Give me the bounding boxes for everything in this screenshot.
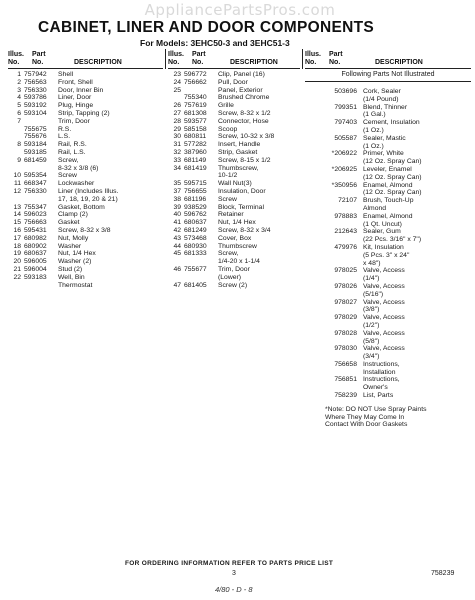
parts-row (168, 266, 300, 282)
parts-list-2 (168, 69, 300, 289)
part-description: Liner, Door (58, 94, 92, 102)
parts-row (168, 141, 300, 149)
part-number: 799351 (334, 103, 357, 111)
part-number: 758239 (334, 392, 357, 400)
part-description: Strip, Gasket (218, 148, 258, 156)
parts-row (8, 110, 163, 118)
part-number: 680902 (24, 242, 47, 250)
illus-number: 28 (173, 117, 181, 125)
parts-row (168, 102, 300, 110)
part-description: Valve, Access (5/8") (363, 329, 405, 345)
parts-list-3 (305, 86, 471, 400)
part-number: 593786 (24, 94, 47, 102)
illus-number: 20 (13, 258, 21, 266)
parts-row (168, 71, 300, 79)
part-number: 755676 (24, 133, 47, 141)
illus-number: 22 (13, 273, 21, 281)
illus-number: 31 (173, 141, 181, 149)
part-number: 593183 (24, 273, 47, 281)
part-description: Stud (2) (58, 265, 83, 273)
part-number: 978883 (334, 212, 357, 220)
part-number: 212643 (334, 228, 357, 236)
part-description: Cement, Insulation (1 Oz.) (363, 119, 420, 134)
column-header (168, 49, 300, 69)
illus-number: 11 (13, 180, 21, 188)
header-description: DESCRIPTION (74, 59, 122, 66)
parts-row (305, 213, 471, 229)
part-description: Valve, Access (5/16") (363, 282, 405, 298)
part-description: Valve, Access (1/4") (363, 267, 405, 283)
illus-number: 42 (173, 226, 181, 234)
handwritten-mark: 4/80 - D - 8 (215, 585, 253, 594)
part-description: Valve, Access (3/8") (363, 298, 405, 314)
parts-row (168, 204, 300, 212)
parts-row (8, 250, 163, 258)
parts-row (168, 133, 300, 141)
parts-row (8, 102, 163, 110)
illus-number: 3 (17, 86, 21, 94)
part-number: 593577 (184, 117, 207, 125)
illus-number: 12 (13, 187, 21, 195)
parts-row (168, 219, 300, 227)
not-illustrated-header: Following Parts Not Illustrated (305, 69, 471, 82)
parts-row (305, 314, 471, 330)
part-number: 595715 (184, 180, 207, 188)
parts-row (8, 71, 163, 79)
parts-row (8, 133, 163, 141)
parts-row (8, 141, 163, 149)
part-description: Thumbscrew, 10-1/2 (218, 164, 259, 180)
part-number: 756662 (184, 78, 207, 86)
header-description: DESCRIPTION (375, 59, 423, 66)
part-description: Trim, Door (Lower) (218, 265, 250, 281)
header-part-no: Part No. (192, 51, 206, 66)
part-description: Brush, Touch-Up Almond (363, 197, 414, 212)
part-number: *206922 (331, 150, 357, 158)
part-number: 757942 (24, 71, 47, 78)
part-number: 681333 (184, 250, 207, 258)
illus-number: 34 (173, 164, 181, 172)
part-description: Sealer, Gum (22 Pcs. 3/16" x 7") (363, 228, 422, 244)
parts-row (168, 110, 300, 118)
parts-row (8, 149, 163, 157)
part-description: Leveler, Enamel (12 Oz. Spray Can) (363, 165, 422, 181)
document-code: 758239 (431, 570, 455, 577)
illus-number: 33 (173, 156, 181, 164)
parts-row (305, 267, 471, 283)
parts-row (305, 88, 471, 104)
part-number: 680637 (24, 250, 47, 258)
parts-row (8, 94, 163, 102)
part-number: 72107 (338, 197, 357, 205)
part-number: 596004 (24, 265, 47, 273)
part-number: 938529 (184, 203, 207, 211)
part-description: Screw, 8-32 x 3/8 (58, 226, 111, 234)
part-description: Nut, 1/4 Hex (58, 250, 96, 258)
parts-row (8, 243, 163, 251)
parts-row (8, 180, 163, 188)
part-number: 593185 (24, 148, 47, 156)
parts-row (305, 330, 471, 346)
part-number: 585158 (184, 125, 207, 133)
part-description: Lockwasher (58, 180, 95, 188)
parts-row (305, 150, 471, 166)
parts-row (8, 87, 163, 95)
part-description: Nut, Molly (58, 234, 89, 242)
illus-number: 1 (17, 71, 21, 78)
parts-row (168, 118, 300, 126)
parts-row (305, 228, 471, 244)
part-description: Trim, Door (58, 117, 90, 125)
part-number: 593104 (24, 109, 47, 117)
illus-number: 16 (13, 226, 21, 234)
illus-number (8, 126, 24, 134)
part-description: Rail, R.S. (58, 141, 87, 149)
part-number: 681405 (184, 281, 207, 289)
part-number (24, 118, 58, 126)
part-number: 681249 (184, 226, 207, 234)
parts-row (168, 196, 300, 204)
part-description: Screw (218, 195, 237, 203)
watermark: AppliancePartsPros.com (144, 1, 336, 19)
illus-number: 46 (173, 265, 181, 273)
illus-number: 13 (13, 203, 21, 211)
illus-number: 35 (173, 180, 181, 188)
parts-row (305, 345, 471, 361)
illus-number: 38 (173, 195, 181, 203)
part-description: Screw, 1/4-20 x 1-1/4 (218, 250, 260, 266)
parts-row (168, 87, 300, 95)
part-number: 756663 (24, 219, 47, 227)
part-number: 755675 (24, 125, 47, 133)
parts-row (8, 235, 163, 243)
part-description: Insulation, Door (218, 187, 266, 195)
parts-row (8, 227, 163, 235)
parts-row (8, 204, 163, 212)
part-description: Well, Bin Thermostat (58, 273, 93, 289)
part-number: 668347 (24, 180, 47, 188)
part-number: *350956 (331, 181, 357, 189)
parts-row (168, 94, 300, 102)
illus-number: 27 (173, 109, 181, 117)
parts-row (305, 182, 471, 198)
illus-number: 37 (173, 187, 181, 195)
part-description: Screw, 8-15 x 1/2 (218, 156, 271, 164)
parts-column-2 (168, 49, 300, 289)
illus-number: 9 (17, 156, 21, 164)
illus-number: 4 (17, 94, 21, 102)
parts-row (8, 211, 163, 219)
part-description: Liner (Includes Illus. 17, 18, 19, 20 & 21) (58, 187, 119, 203)
part-number: 797403 (334, 119, 357, 127)
part-description: List, Parts (363, 392, 394, 400)
illus-number: 2 (17, 78, 21, 86)
header-part-no: Part No. (32, 51, 46, 66)
column-divider (165, 49, 166, 69)
parts-row (168, 188, 300, 196)
illus-number (168, 94, 184, 102)
illus-number: 32 (173, 148, 181, 156)
parts-row (8, 79, 163, 87)
parts-row (305, 197, 471, 213)
part-description: Gasket, Bottom (58, 203, 105, 211)
parts-row (305, 135, 471, 151)
part-number: 505587 (334, 134, 357, 142)
parts-row (305, 119, 471, 135)
illus-number: 24 (173, 78, 181, 86)
part-number: 978028 (334, 329, 357, 337)
illus-number (8, 149, 24, 157)
parts-list-1 (8, 69, 163, 289)
parts-row (168, 227, 300, 235)
part-number: 593192 (24, 102, 47, 110)
part-description: Screw (58, 172, 77, 180)
part-number: 978027 (334, 298, 357, 306)
part-number: 681196 (184, 195, 207, 203)
parts-column-3 (305, 49, 471, 429)
part-number: 978029 (334, 314, 357, 322)
page-subtitle: For Models: 3EHC50-3 and 3EHC51-3 (140, 38, 290, 48)
part-number (184, 87, 218, 95)
part-description: Wall Nut(3) (218, 180, 252, 188)
part-number: 681459 (24, 156, 47, 164)
page-number: 3 (232, 570, 236, 577)
illus-number: 25 (173, 86, 181, 94)
illus-number: 14 (13, 211, 21, 219)
illus-number: 23 (173, 71, 181, 78)
part-description: Cork, Sealer (1/4 Pound) (363, 88, 401, 103)
parts-row (305, 376, 471, 392)
parts-row (168, 149, 300, 157)
illus-number: 15 (13, 219, 21, 227)
illus-number: 17 (13, 234, 21, 242)
parts-row (168, 250, 300, 266)
part-number: 978026 (334, 282, 357, 290)
part-description: Blend, Thinner (1 Gal.) (363, 103, 408, 119)
part-number: 680637 (184, 219, 207, 227)
part-number: 593184 (24, 141, 47, 149)
parts-row (168, 126, 300, 134)
illus-number: 10 (13, 172, 21, 180)
part-number: 503696 (334, 88, 357, 95)
part-description: Sealer, Mastic (1 Oz.) (363, 134, 406, 150)
part-number: 756655 (184, 187, 207, 195)
part-description: Block, Terminal (218, 203, 264, 211)
header-description: DESCRIPTION (230, 59, 278, 66)
illus-number: 18 (13, 242, 21, 250)
part-description: Pull, Door (218, 78, 248, 86)
illus-number: 40 (173, 211, 181, 219)
part-number: 756330 (24, 187, 47, 195)
part-description: Brushed Chrome (218, 94, 270, 102)
parts-row (8, 172, 163, 180)
part-description: Screw, 10-32 x 3/8 (218, 133, 275, 141)
part-description: Kit, Insulation (5 Pcs. 3" x 24" x 48") (363, 243, 410, 267)
part-description: Gasket (58, 219, 80, 227)
part-description: Thumbscrew (218, 242, 257, 250)
part-description: Rail, L.S. (58, 148, 86, 156)
illus-number: 21 (13, 265, 21, 273)
parts-row (8, 118, 163, 126)
illus-number: 43 (173, 234, 181, 242)
part-description: Instructions, Installation (363, 360, 400, 376)
part-number: 756658 (334, 360, 357, 368)
part-description: Cover, Box (218, 234, 252, 242)
part-description: Grille (218, 102, 234, 110)
illus-number: 47 (173, 281, 181, 289)
part-number: 596023 (24, 211, 47, 219)
part-number: 595431 (24, 226, 47, 234)
part-description: Clamp (2) (58, 211, 88, 219)
part-number: 577282 (184, 141, 207, 149)
column-header (8, 49, 163, 69)
illus-number: 44 (173, 242, 181, 250)
part-description: Door, Inner Bin (58, 86, 104, 94)
part-description: Valve, Access (3/4") (363, 345, 405, 361)
illus-number (8, 133, 24, 141)
part-description: Connector, Hose (218, 117, 269, 125)
illus-number: 7 (17, 117, 21, 125)
illus-number: 45 (173, 250, 181, 258)
part-number: 596772 (184, 71, 207, 78)
part-number: 681419 (184, 164, 207, 172)
ordering-info: FOR ORDERING INFORMATION REFER TO PARTS PRICE LIST (125, 560, 334, 567)
part-description: Washer (2) (58, 258, 92, 266)
part-number: 755347 (24, 203, 47, 211)
part-number: 479976 (334, 243, 357, 251)
part-number: 596005 (24, 258, 47, 266)
parts-row (305, 299, 471, 315)
part-description: Screw, 8-32 x 1/2 (218, 109, 271, 117)
page-title: CABINET, LINER AND DOOR COMPONENTS (38, 19, 374, 36)
parts-row (8, 258, 163, 266)
part-description: Washer (58, 242, 82, 250)
part-number: 387960 (184, 148, 207, 156)
illus-number: 41 (173, 219, 181, 227)
part-description: Retainer (218, 211, 244, 219)
part-number: 573468 (184, 234, 207, 242)
part-number: 596762 (184, 211, 207, 219)
illus-number: 29 (173, 125, 181, 133)
part-number: 755677 (184, 265, 207, 273)
header-illus-no: Illus. No. (8, 51, 24, 66)
parts-row (305, 244, 471, 267)
part-description: R.S. (58, 125, 72, 133)
part-description: Nut, 1/4 Hex (218, 219, 256, 227)
illus-number: 5 (17, 102, 21, 110)
part-number: 681308 (184, 109, 207, 117)
parts-row (168, 165, 300, 181)
part-number: *206925 (331, 165, 357, 173)
part-number: 680982 (24, 234, 47, 242)
illus-number: 19 (13, 250, 21, 258)
parts-row (168, 211, 300, 219)
part-description: Screw, 8-32 x 3/8 (6) (58, 156, 99, 172)
part-description: Enamel, Almond (12 Oz. Spray Can) (363, 181, 422, 197)
illus-number: 8 (17, 141, 21, 149)
parts-row (305, 104, 471, 120)
illus-number: 30 (173, 133, 181, 141)
parts-row (168, 235, 300, 243)
parts-row (168, 157, 300, 165)
illus-number: 6 (17, 109, 21, 117)
parts-row (305, 392, 471, 400)
part-description: L.S. (58, 133, 71, 141)
parts-row (168, 243, 300, 251)
part-number: 595354 (24, 172, 47, 180)
part-number: 978025 (334, 267, 357, 275)
parts-row (8, 126, 163, 134)
part-description: Panel, Exterior (218, 86, 263, 94)
part-description: Insert, Handle (218, 141, 261, 149)
illus-number: 26 (173, 102, 181, 110)
header-illus-no: Illus. No. (168, 51, 184, 66)
header-illus-no: Illus. No. (305, 51, 321, 66)
part-number: 681149 (184, 156, 207, 164)
parts-column-1 (8, 49, 163, 289)
part-number: 756563 (24, 78, 47, 86)
parts-row (8, 274, 163, 290)
spray-paint-note: *Note: DO NOT Use Spray Paints Where They May Come In Contact With Door Gaskets (325, 405, 427, 429)
parts-row (168, 180, 300, 188)
part-description: Instructions, Owner's (363, 376, 400, 392)
parts-row (305, 283, 471, 299)
column-header (305, 49, 471, 69)
part-description: Enamel, Almond (1 Qt. Uncut) (363, 212, 413, 228)
part-number: 755340 (184, 94, 207, 102)
parts-row (8, 157, 163, 173)
part-description: Shell (58, 71, 74, 78)
part-number: 756851 (334, 376, 357, 384)
part-description: Clip, Panel (16) (218, 71, 265, 78)
parts-row (8, 188, 163, 204)
parts-row (8, 266, 163, 274)
part-description: Plug, Hinge (58, 102, 94, 110)
part-description: Valve, Access (1/2") (363, 314, 405, 329)
part-description: Screw, 8-32 x 3/4 (218, 226, 271, 234)
part-description: Primer, White (12 Oz. Spray Can) (363, 150, 422, 166)
parts-row (305, 166, 471, 182)
part-description: Screw (2) (218, 281, 248, 289)
part-number: 680811 (184, 133, 207, 141)
column-divider (302, 49, 303, 69)
parts-row (305, 361, 471, 377)
part-number: 757619 (184, 102, 207, 110)
part-description: Front, Shell (58, 78, 93, 86)
part-number: 756330 (24, 86, 47, 94)
part-number: 978030 (334, 345, 357, 353)
parts-row (168, 282, 300, 290)
illus-number: 39 (173, 203, 181, 211)
part-description: Scoop (218, 125, 238, 133)
parts-row (168, 79, 300, 87)
header-part-no: Part No. (329, 51, 343, 66)
parts-row (8, 219, 163, 227)
part-description: Strip, Tapping (2) (58, 109, 110, 117)
part-number: 680930 (184, 242, 207, 250)
